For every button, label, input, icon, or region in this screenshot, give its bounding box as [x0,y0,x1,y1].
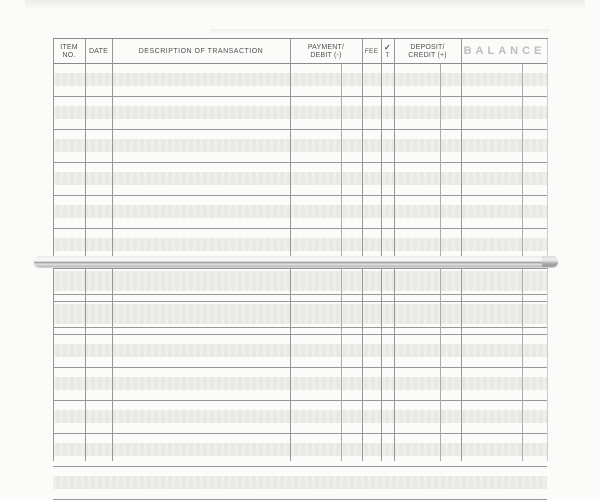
column-divider [112,39,113,256]
row-stripe [53,205,547,218]
register-row [53,278,547,302]
row-stripe [53,443,547,456]
header-item-no [53,39,85,64]
header-description-label: DESCRIPTION OF TRANSACTION [138,47,264,55]
header-item-no-line2: NO. [62,51,76,59]
column-divider [112,269,113,461]
row-stripe [53,238,547,251]
cents-divider [522,269,523,461]
register-bottom-page [53,268,548,461]
header-balance-label: BALANCE [463,45,546,57]
cents-divider [341,64,342,256]
register-row [53,205,547,229]
header-deposit-line2: CREDIT (+) [408,51,447,59]
header-date-label: DATE [89,47,108,55]
cents-divider [522,64,523,256]
column-divider [381,269,382,461]
column-divider [461,39,462,256]
header-date [85,39,112,64]
scan-smudge [210,29,550,35]
column-divider [53,269,54,461]
column-divider [53,39,54,256]
row-stripe [53,377,547,390]
header-item-no-line1: ITEM [60,44,78,51]
register-row [53,476,547,500]
row-stripe [53,172,547,185]
header-payment [290,39,362,64]
register-row [53,410,547,434]
header-deposit [394,39,461,64]
register-row [53,443,547,467]
register-row [53,73,547,97]
header-deposit-line1: DEPOSIT/ [410,44,445,51]
column-divider [85,39,86,256]
header-t-label: T [385,52,390,59]
cents-divider [341,269,342,461]
register-row [53,344,547,368]
register-row [53,139,547,163]
table-right-edge [547,39,548,256]
row-stripe [53,139,547,152]
column-divider [362,39,363,256]
binding-bar [34,256,558,267]
column-header-row [53,39,548,64]
header-balance [461,39,548,64]
register-top-page [53,38,548,256]
column-divider [362,269,363,461]
column-divider [290,39,291,256]
column-divider [394,269,395,461]
row-stripe [53,311,547,324]
header-fee [362,39,381,64]
check-icon: ✓ [384,43,391,52]
cents-divider [440,64,441,256]
row-stripe [53,410,547,423]
scan-smudge [25,0,585,9]
column-divider [381,39,382,256]
row-stripe [53,278,547,291]
header-check-t [381,39,394,64]
header-payment-line1: PAYMENT/ [307,44,345,51]
bottom-rows [53,269,547,500]
header-fee-label: FEE [364,47,379,55]
register-row [53,106,547,130]
header-description [112,39,290,64]
register-row [53,311,547,335]
row-stripe [53,73,547,86]
register-row [53,172,547,196]
column-divider [394,39,395,256]
row-stripe [53,476,547,489]
row-stripe [53,344,547,357]
table-right-edge [547,269,548,461]
header-payment-line2: DEBIT (-) [310,51,342,59]
column-divider [461,269,462,461]
cents-divider [440,269,441,461]
register-row [53,377,547,401]
row-stripe [53,106,547,119]
column-divider [290,269,291,461]
column-divider [85,269,86,461]
